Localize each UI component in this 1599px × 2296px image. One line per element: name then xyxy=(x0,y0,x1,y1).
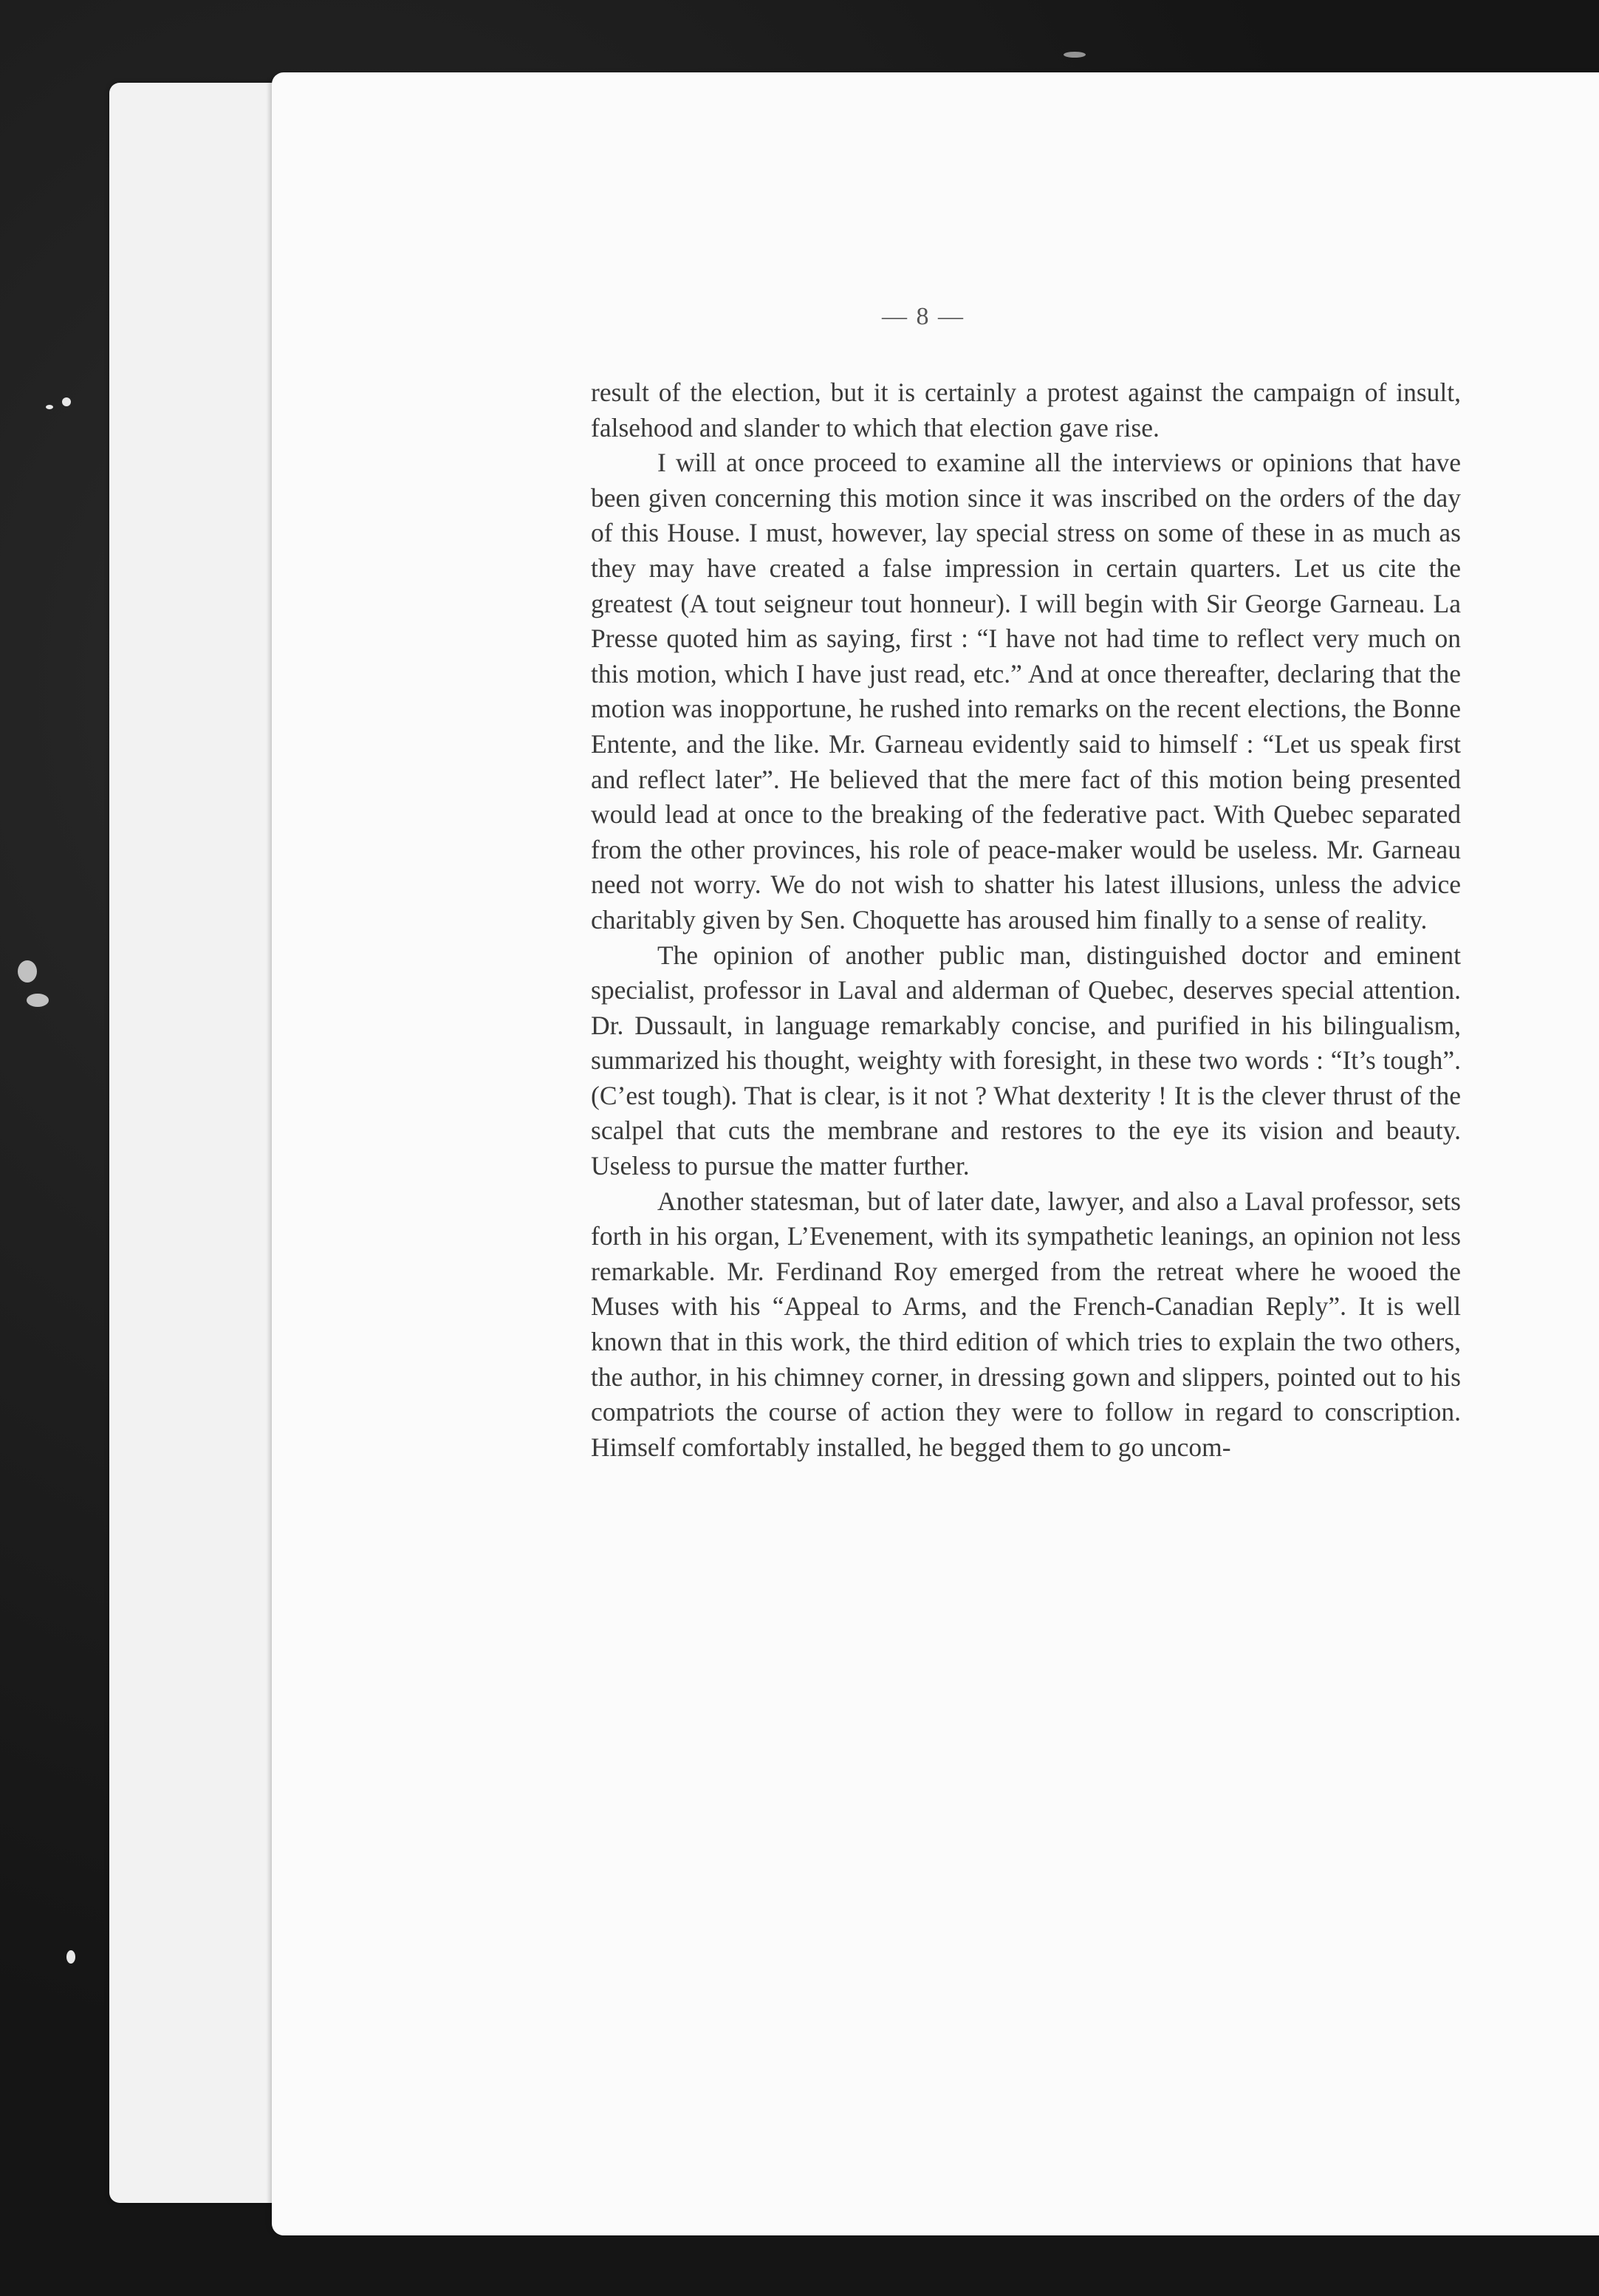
dust-speck xyxy=(18,960,37,983)
dust-speck xyxy=(27,994,49,1007)
paragraph: Another statesman, but of later date, lawyer, and also a Laval professor, sets forth in his organ, L’Evenement, with its sympathetic leanings, an opinion not less remarkable. Mr. Ferdinand Roy emerged from the retreat where he wooed the Muses with his “Appeal to Arms, and the French-Canadian Reply”. It is well known that in this work, the third edition of which tries to explain the two others, the author, in his chimney corner, in dressing gown and slippers, pointed out to his compatriots the course of action they were to follow in regard to conscription. Himself comfortably installed, he begged them to go uncom- xyxy=(591,1186,1461,1462)
dust-speck xyxy=(66,1950,75,1964)
paragraph: result of the election, but it is certainly a protest against the campaign of insult, falsehood and slander to which that election gave rise. xyxy=(591,377,1461,443)
dust-speck xyxy=(1064,52,1086,58)
paragraph: I will at once proceed to examine all the interviews or opinions that have been given concerning this motion since it was inscribed on the orders of the day of this House. I must, however, lay special stress on some of these in as much as they may have created a false impression in certain quarters. Let us cite the greatest (A tout seigneur tout honneur). I will begin with Sir George Garneau. La Presse quoted him as saying, first : “I have not had time to reflect very much on this motion, which I have just read, etc.” And at once thereafter, declaring that the motion was inopportune, he rushed into remarks on the recent elections, the Bonne Entente, and the like. Mr. Garneau evidently said to himself : “Let us speak first and reflect later”. He believed that the mere fact of this motion being presented would lead at once to the breaking of the federative pact. With Quebec separated from the other provinces, his role of peace-maker would be useless. Mr. Garneau need not worry. We do not wish to shatter his latest illusions, unless the advice charitably given by Sen. Choquette has aroused him finally to a sense of reality. xyxy=(591,448,1461,935)
dust-speck xyxy=(46,405,53,409)
dust-speck xyxy=(62,397,71,406)
body-text xyxy=(591,375,1461,1465)
page-number: — 8 — xyxy=(882,303,965,330)
paragraph: The opinion of another public man, distinguished doctor and eminent specialist, professor in Laval and alderman of Quebec, deserves special attention. Dr. Dussault, in language remarkably concise, and purified in his bilingualism, summarized his thought, weighty with foresight, in these two words : “It’s tough”. (C’est tough). That is clear, is it not ? What dexterity ! It is the clever thrust of the scalpel that cuts the membrane and restores to the eye its vision and beauty. Useless to pursue the matter further. xyxy=(591,940,1461,1181)
